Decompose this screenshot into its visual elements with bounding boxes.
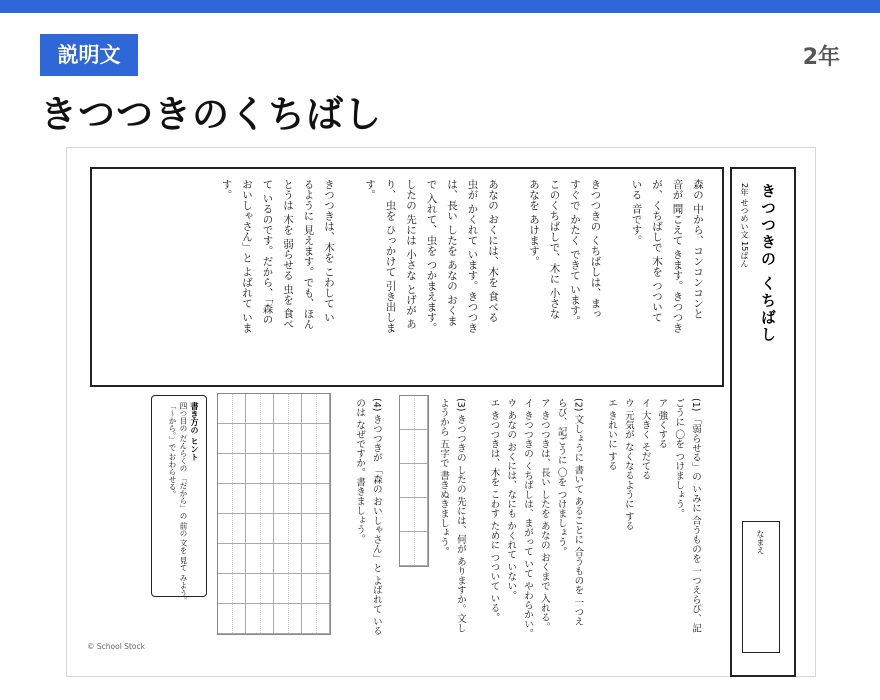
answer-grid-q3 xyxy=(399,395,429,567)
grid-cell xyxy=(274,574,302,604)
questions-section: (1) 「弱らせる」の いみに 合うものを 一つえらび、記 ごうに 〇を つけましょう。 ア 強くする イ 大きく そだてる ウ 元気が なくなるように する エ きれいに する (2) 文しょうに 書いて あることに 合うものを 一つえ らび、記ごうに 〇を つけましょう。 ア きつつきは、長い したを あなの おくまで 入れる。 イ きつつきの くちばしは、まがって いて やわらかい。 ウ あなの おくには、なにも かくれて いない。 エ きつつきは、木を こわす ために つついて いる。 (3) きつつきの したの 先には、何が ありますか。文し ようから 五字で 書きぬきましょう。 (4) きつつきが 「森の おいしゃさん」と よばれて いる のは なぜですか。書きましょう。 xyxy=(354,398,701,639)
grid-cell xyxy=(274,484,302,514)
hint-box xyxy=(151,395,207,604)
grid-cell xyxy=(274,544,302,574)
grid-cell xyxy=(246,424,274,454)
name-field xyxy=(742,521,780,653)
hint-text: 四つ目の だんらくの 「だから」の 前の 文を 見て みよう。 「〜から。」で おわらせる。 xyxy=(168,402,188,604)
grid-cell xyxy=(246,484,274,514)
hint-title: 書き方の ヒント xyxy=(190,402,199,461)
grid-cell xyxy=(400,430,428,464)
passage-text: 森の 中から、コンコンコンと 音が 聞こえて きます。きつつき が、くちばしで 木を つついて いる 音です。 きつつきの くちばしは、まっ すぐで かたく できて います。 このくちばしで、木に 小さな あなを あけます。 あなの おくには、木を 食べる 虫が かくれて います。きつつき は、長い したを あなの おくま で 入れて、虫を つかまえます。 したの 先には 小さな とげが あ り、虫を ひっかけて 引き出しま す。 きつつきは、木を こわして い るように 見えます。でも、ほん とうは 木を 弱らせる 虫を 食べ て いるのです。だから、「森の おいしゃさん」と よばれて いま す。 xyxy=(220,179,704,333)
category-badge: 説明文 xyxy=(40,34,138,76)
grid-cell xyxy=(400,396,428,430)
page-title: きつつきのくちばし xyxy=(40,93,382,136)
grid-cell xyxy=(218,454,246,484)
grid-cell xyxy=(400,464,428,498)
grid-cell xyxy=(302,604,330,634)
grid-cell xyxy=(218,484,246,514)
worksheet-subtitle: 2年 せつめい文 15ばん xyxy=(740,183,749,268)
grid-cell xyxy=(246,454,274,484)
grid-cell xyxy=(246,574,274,604)
grid-cell xyxy=(218,604,246,634)
grid-cell xyxy=(400,498,428,532)
top-accent-bar xyxy=(0,0,880,13)
grid-cell xyxy=(302,544,330,574)
grid-cell xyxy=(302,574,330,604)
grid-cell xyxy=(246,514,274,544)
grid-cell xyxy=(274,424,302,454)
grade-label: 2年 xyxy=(802,45,840,70)
name-label: なまえ xyxy=(756,530,765,554)
grid-cell xyxy=(246,394,274,424)
grid-cell xyxy=(302,424,330,454)
grid-cell xyxy=(246,544,274,574)
grid-cell xyxy=(274,394,302,424)
grid-cell xyxy=(302,454,330,484)
reading-passage xyxy=(90,167,724,387)
grid-cell xyxy=(302,394,330,424)
grid-cell xyxy=(218,574,246,604)
grid-cell xyxy=(246,604,274,634)
grid-cell xyxy=(302,514,330,544)
grid-cell xyxy=(274,604,302,634)
grid-cell xyxy=(218,424,246,454)
answer-grid-q4 xyxy=(217,393,331,635)
grid-cell xyxy=(218,394,246,424)
grid-cell xyxy=(218,514,246,544)
grid-cell xyxy=(218,544,246,574)
worksheet-title: きつつきの くちばし xyxy=(759,183,777,344)
grid-cell xyxy=(274,454,302,484)
copyright-text: © School Stock xyxy=(87,642,145,651)
worksheet-preview[interactable] xyxy=(66,147,816,677)
grid-cell xyxy=(302,484,330,514)
grid-cell xyxy=(274,514,302,544)
grid-cell xyxy=(400,532,428,566)
worksheet-title-box xyxy=(730,167,796,677)
